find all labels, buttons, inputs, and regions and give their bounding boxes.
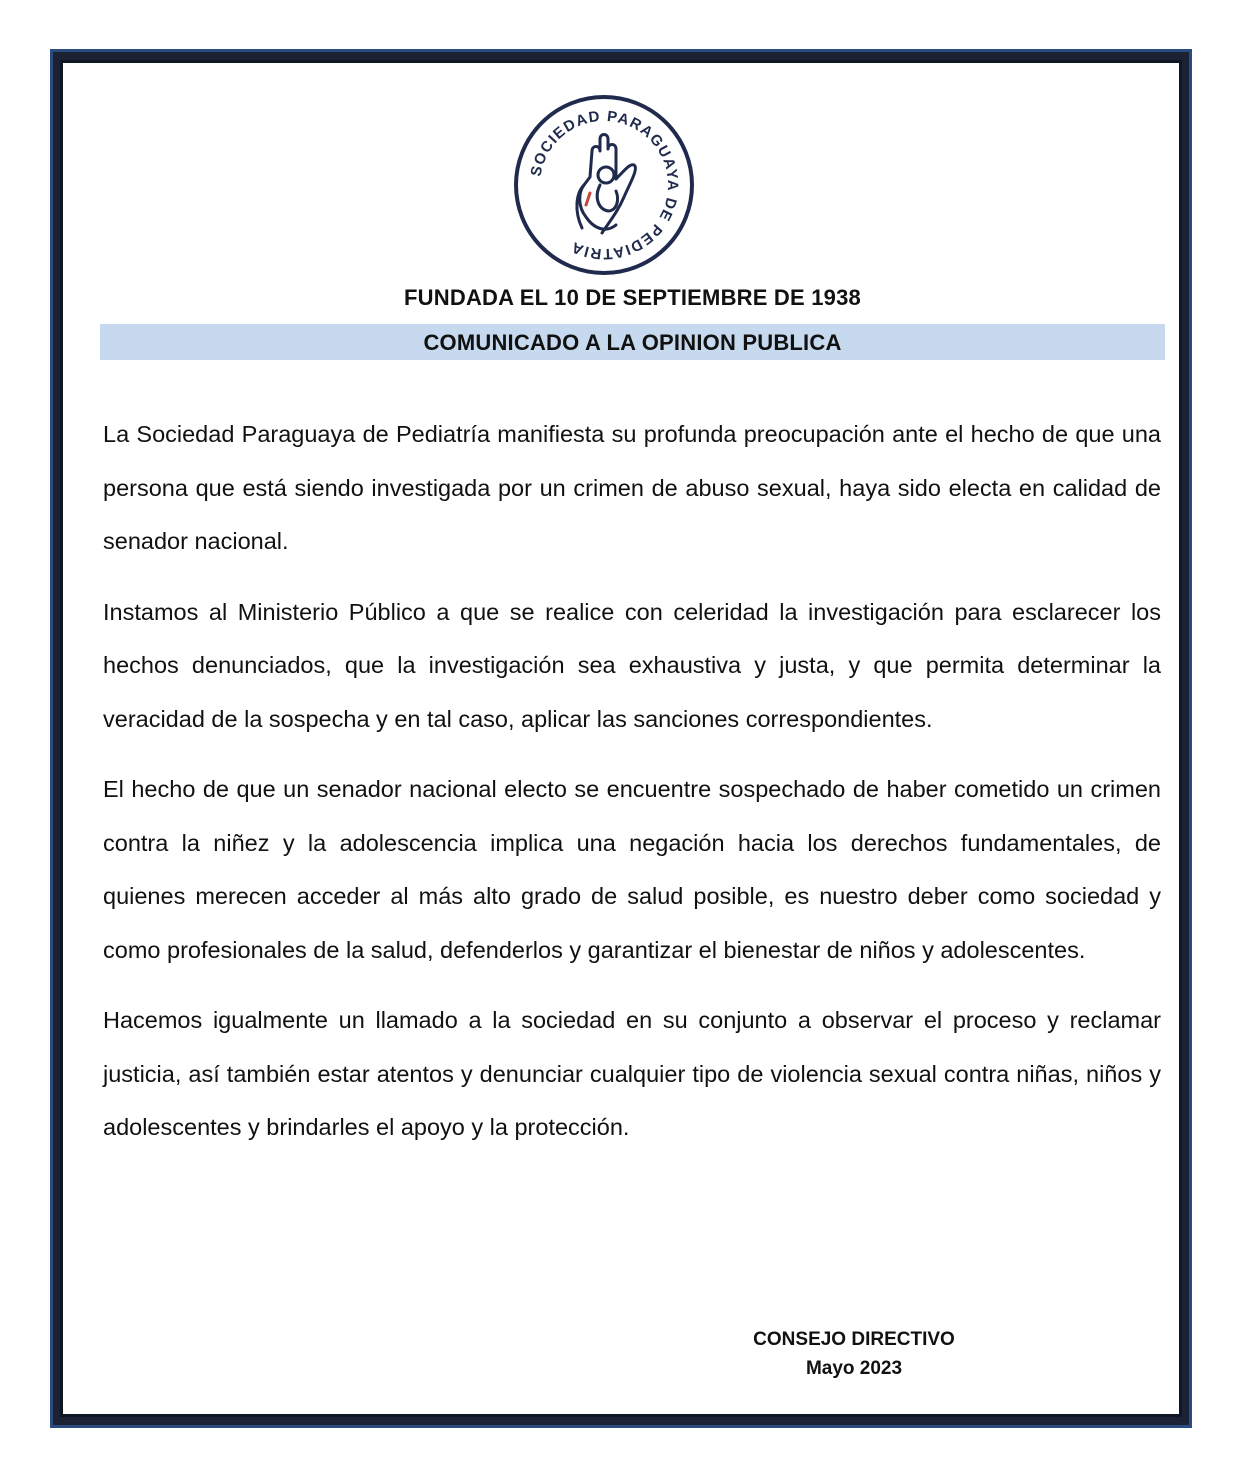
statement-body xyxy=(103,408,1161,1172)
logo-ring-text: SOCIEDAD PARAGUAYA DE PEDIATRIA xyxy=(527,107,682,263)
signature-block xyxy=(740,1325,968,1383)
paragraph: Instamos al Ministerio Público a que se realice con celeridad la investigación para esclarecer los hechos denunciados, que la investigación sea exhaustiva y justa, y que permita determinar la veracidad de la sospecha y en tal caso, aplicar las sanciones correspondientes. xyxy=(103,598,1161,732)
paragraph: Hacemos igualmente un llamado a la sociedad en su conjunto a observar el proceso y reclamar justicia, así también estar atentos y denunciar cualquier tipo de violencia sexual contra niñas, niños y adolescentes y brindarles el apoyo y la protección. xyxy=(103,1007,1161,1140)
signature-organ: CONSEJO DIRECTIVO xyxy=(753,1329,955,1350)
society-logo xyxy=(512,93,696,277)
signature-date: Mayo 2023 xyxy=(805,1358,903,1379)
founded-line: FUNDADA EL 10 DE SEPTIEMBRE DE 1938 xyxy=(404,285,861,310)
paragraph: La Sociedad Paraguaya de Pediatría manifiesta su profunda preocupación ante el hecho de que una persona que está siendo investigada por un crimen de abuso sexual, haya sido electa en calidad de senador nacional. xyxy=(103,421,1161,554)
paragraph: El hecho de que un senador nacional electo se encuentre sospechado de haber cometido un crimen contra la niñez y la adolescencia implica una negación hacia los derechos fundamentales, de quienes merecen acceder al más alto grado de salud posible, es nuestro deber como sociedad y como profesionales de la salud, defenderlos y garantizar el bienestar de niños y adolescentes. xyxy=(103,776,1161,963)
document-title-banner: COMUNICADO A LA OPINION PUBLICA xyxy=(100,324,1165,360)
